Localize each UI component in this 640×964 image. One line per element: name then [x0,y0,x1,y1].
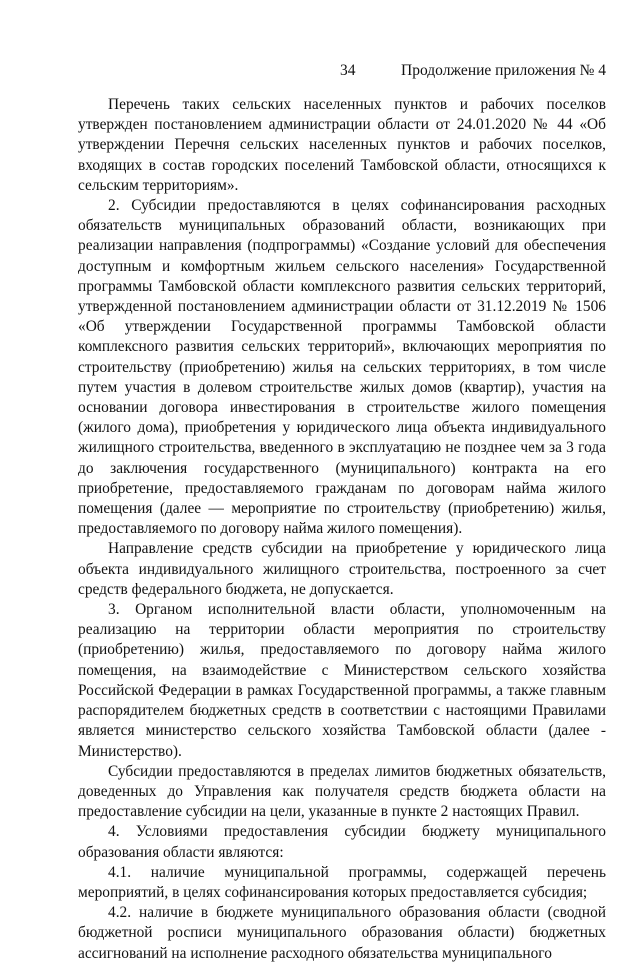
paragraph-item-4-1: 4.1. наличие муниципальной программы, содержащей перечень мероприятий, в целях софинансирования которых предоставляется субсидия; [78,863,606,901]
document-body [78,95,606,964]
paragraph-item-4-2: 4.2. наличие в бюджете муниципального образования области (сводной бюджетной росписи муниципального образования области) бюджетных ассигнований на исполнение расходного обязательства муниципального [78,904,606,962]
paragraph-item-4-conditions: 4. Условиями предоставления субсидии бюджету муниципального образования области являются: [78,823,606,861]
paragraph-subsidy-limits: Субсидии предоставляются в пределах лимитов бюджетных обязательств, доведенных до Управления как получателя средств бюджета области на предоставление субсидии на цели, указанные в пункте 2 настоящих Правил. [78,762,606,821]
appendix-continuation-label: Продолжение приложения № 4 [401,62,606,79]
paragraph-federal-funds-restriction: Направление средств субсидии на приобретение у юридического лица объекта индивидуального жилищного строительства, построенного за счет средств федерального бюджета, не допускается. [78,540,606,598]
page-header [78,62,606,86]
page-number: 34 [340,62,356,79]
paragraph-item-2-purpose: 2. Субсидии предоставляются в целях софинансирования расходных обязательств муниципальных образований области, возникающих при реализации направления (подпрограммы) «Создание условий для обеспечения доступным и комфортным жильем сельского населения» Государственной программы Тамбовской области комплексного развития сельских территорий, утвержденной постановлением администрации области от 31.12.2019 № 1506 «Об утверждении Государственной программы Тамбовской области комплексного развития сельских территорий», включающих мероприятия по строительству (приобретению) жилья на сельских территориях, в том числе путем участия в долевом строительстве жилых домов (квартир), участия на основании договора инвестирования в строительстве жилого помещения (жилого дома), приобретения у юридического лица объекта индивидуального жилищного строительства, введенного в эксплуатацию не позднее чем за 3 года до заключения государственного (муниципального) контракта на его приобретение, предоставляемого гражданам по договорам найма жилого помещения (далее — мероприятие по строительству (приобретению) жилья, предоставляемого по договору найма жилого помещения). [78,197,606,538]
paragraph-settlements-list: Перечень таких сельских населенных пунктов и рабочих поселков утвержден постановлением администрации области от 24.01.2020 № 44 «Об утверждении Перечня сельских населенных пунктов и рабочих поселков, входящих в состав городских поселений Тамбовской области, относящихся к сельским территориям». [78,96,606,194]
paragraph-item-3-authority: 3. Органом исполнительной власти области, уполномоченным на реализацию на территории области мероприятия по строительству (приобретению) жилья, предоставляемого по договору найма жилого помещения, на взаимодействие с Министерством сельского хозяйства Российской Федерации в рамках Государственной программы, а также главным распорядителем бюджетных средств в соответствии с настоящими Правилами является министерство сельского хозяйства Тамбовской области (далее - Министерство). [78,601,606,760]
